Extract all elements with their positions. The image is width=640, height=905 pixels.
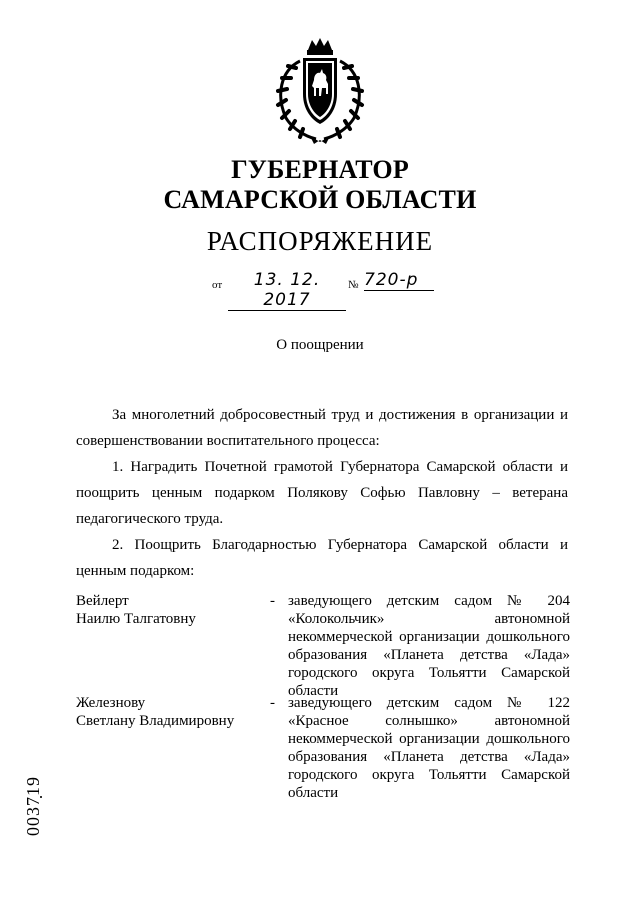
awardee-name (76, 592, 266, 628)
document-number: 720-р (364, 270, 434, 291)
awardee-surname: Вейлерт (76, 593, 129, 609)
issuer-title-line1: ГУБЕРНАТОР (231, 155, 409, 184)
date-number-line (212, 270, 432, 310)
issuer-title-line2: САМАРСКОЙ ОБЛАСТИ (163, 185, 477, 214)
document-subject: О поощрении (276, 337, 364, 353)
number-sign: № (348, 279, 359, 291)
awardee-given-names: Наилю Талгатовну (76, 611, 196, 627)
awardee-dash: - (270, 593, 275, 609)
awardee-position: заведующего детским садом № 204 «Колокольчик» автономной некоммерческой организации дошкольного образования «Планета детства «Лада» городского округа Тольятти Самарской области (288, 593, 570, 699)
awardee-surname: Железнову (76, 695, 146, 711)
awardee-name (76, 694, 266, 730)
item-1-paragraph: 1. Наградить Почетной грамотой Губернатора Самарской области и поощрить ценным подарком Полякову Софью Павловну – ветерана педагогического труда. (76, 459, 568, 527)
form-serial-number: 003719 (23, 776, 43, 836)
document-date: 13. 12. 2017 (228, 270, 346, 311)
coat-of-arms-icon (270, 36, 370, 146)
document-type: РАСПОРЯЖЕНИЕ (206, 226, 434, 256)
date-prefix: от (212, 279, 223, 291)
awardee-given-names: Светлану Владимировну (76, 713, 235, 729)
awardee-position: заведующего детским садом № 122 «Красное солнышко» автономной некоммерческой организации дошкольного образования «Планета детства «Лада» городского округа Тольятти Самарской области (288, 695, 570, 801)
awardee-dash: - (270, 695, 275, 711)
intro-paragraph: За многолетний добросовестный труд и достижения в организации и совершенствовании воспитательного процесса: (76, 407, 568, 449)
item-2-paragraph: 2. Поощрить Благодарностью Губернатора Самарской области и ценным подарком: (76, 537, 568, 579)
